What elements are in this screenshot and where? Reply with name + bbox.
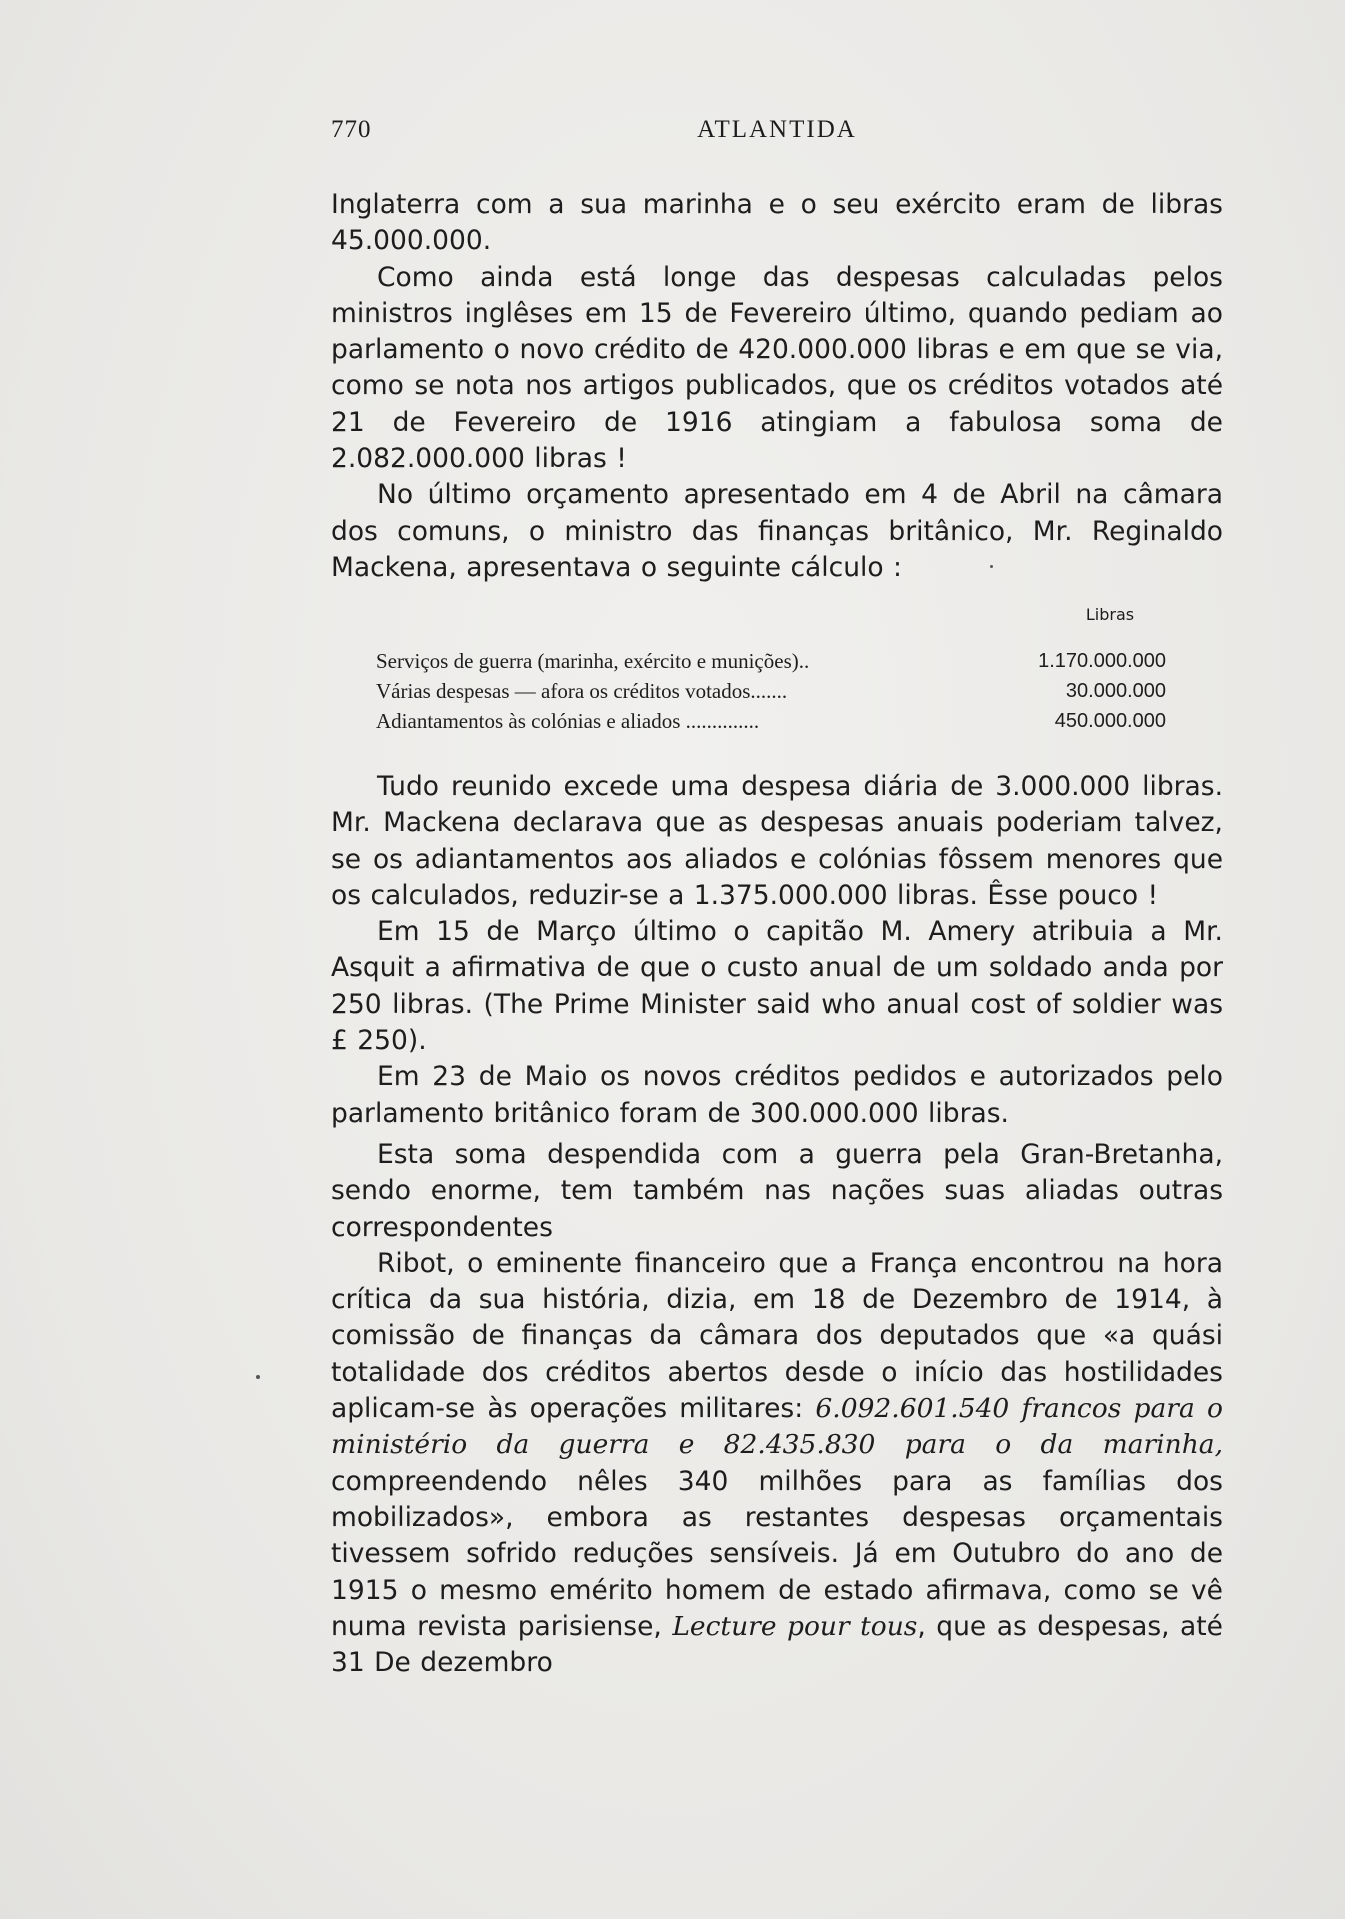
table-row <box>376 676 1176 706</box>
paragraph-may-credits: Em 23 de Maio os novos créditos pedidos e autorizados pelo parlamento britânico foram de 300.000.000 libras. <box>331 1061 1223 1129</box>
page-number: 770 <box>331 116 372 143</box>
paragraph-continuation: Inglaterra com a sua marinha e o seu exército eram de libras 45.000.000. <box>331 189 1223 257</box>
row-label: Várias despesas — afora os créditos votados....... <box>376 679 788 703</box>
text-block-bottom <box>331 1137 1223 1681</box>
paragraph-ribot <box>331 1246 1223 1682</box>
table-column-header: Libras <box>1085 605 1135 624</box>
paper-speck <box>256 1375 260 1379</box>
text-block-middle <box>331 769 1223 1132</box>
ribot-italic-figures: 6.092.601.540 francos para o ministério da guerra e 82.435.830 para o da marinha, <box>331 1393 1223 1461</box>
paragraph-credits: Como ainda está longe das despesas calculadas pelos ministros inglêses em 15 de Fevereiro último, quando pediam ao parlamento o novo crédito de 420.000.000 libras e em que se via, como se nota nos artigos publicados, que os créditos votados até 21 de Fevereiro de 1916 atingiam a fabulosa soma de 2.082.000.000 libras ! <box>331 261 1223 475</box>
expenses-table <box>376 646 1176 736</box>
table-row <box>376 706 1176 736</box>
paragraph-allies: Esta soma despendida com a guerra pela Gran-Bretanha, sendo enorme, tem também nas nações suas aliadas outras correspondentes <box>331 1139 1223 1243</box>
magazine-title: Lecture pour tous <box>672 1610 918 1642</box>
text-block-top <box>331 187 1223 586</box>
row-label: Serviços de guerra (marinha, exército e munições).. <box>376 649 810 673</box>
running-header <box>331 116 1223 156</box>
paragraph-budget-intro: No último orçamento apresentado em 4 de Abril na câmara dos comuns, o ministro das finanças britânico, Mr. Reginaldo Mackena, apresentava o seguinte cálculo : <box>331 479 1223 583</box>
table-row <box>376 646 1176 676</box>
row-value: 450.000.000 <box>1054 710 1166 732</box>
paragraph-soldier-cost: Em 15 de Março último o capitão M. Amery atribuia a Mr. Asquit a afirmativa de que o custo anual de um soldado anda por 250 libras. (The Prime Minister said who anual cost of soldier was £ 250). <box>331 916 1223 1057</box>
row-label: Adiantamentos às colónias e aliados .............. <box>376 709 760 733</box>
paper-speck <box>990 565 993 568</box>
row-value: 1.170.000.000 <box>1038 650 1166 672</box>
ribot-text-2: compreendendo nêles 340 milhões para as famílias dos mobilizados», embora as restantes despesas orçamentais tivessem sofrido reduções sensíveis. Já em Outubro do ano de 1915 o mesmo emérito homem de estado afirmava, como se vê numa revista parisiense, <box>331 1465 1223 1642</box>
ribot-text-3: , que as despesas, até 31 De dezembro <box>331 1610 1223 1679</box>
paragraph-daily-expense: Tudo reunido excede uma despesa diária de 3.000.000 libras. Mr. Mackena declarava que as despesas anuais poderiam talvez, se os adiantamentos aos aliados e colónias fôssem menores que os calculados, reduzir-se a 1.375.000.000 libras. Êsse pouco ! <box>331 771 1223 911</box>
row-value: 30.000.000 <box>1065 680 1166 702</box>
running-title: ATLANTIDA <box>697 116 857 143</box>
ribot-text-1: Ribot, o eminente financeiro que a França encontrou na hora crítica da sua história, dizia, em 18 de Dezembro de 1914, à comissão de finanças da câmara dos deputados que «a quási totalidade dos créditos abertos desde o início das hostilidades aplicam-se às operações militares: <box>331 1247 1223 1425</box>
